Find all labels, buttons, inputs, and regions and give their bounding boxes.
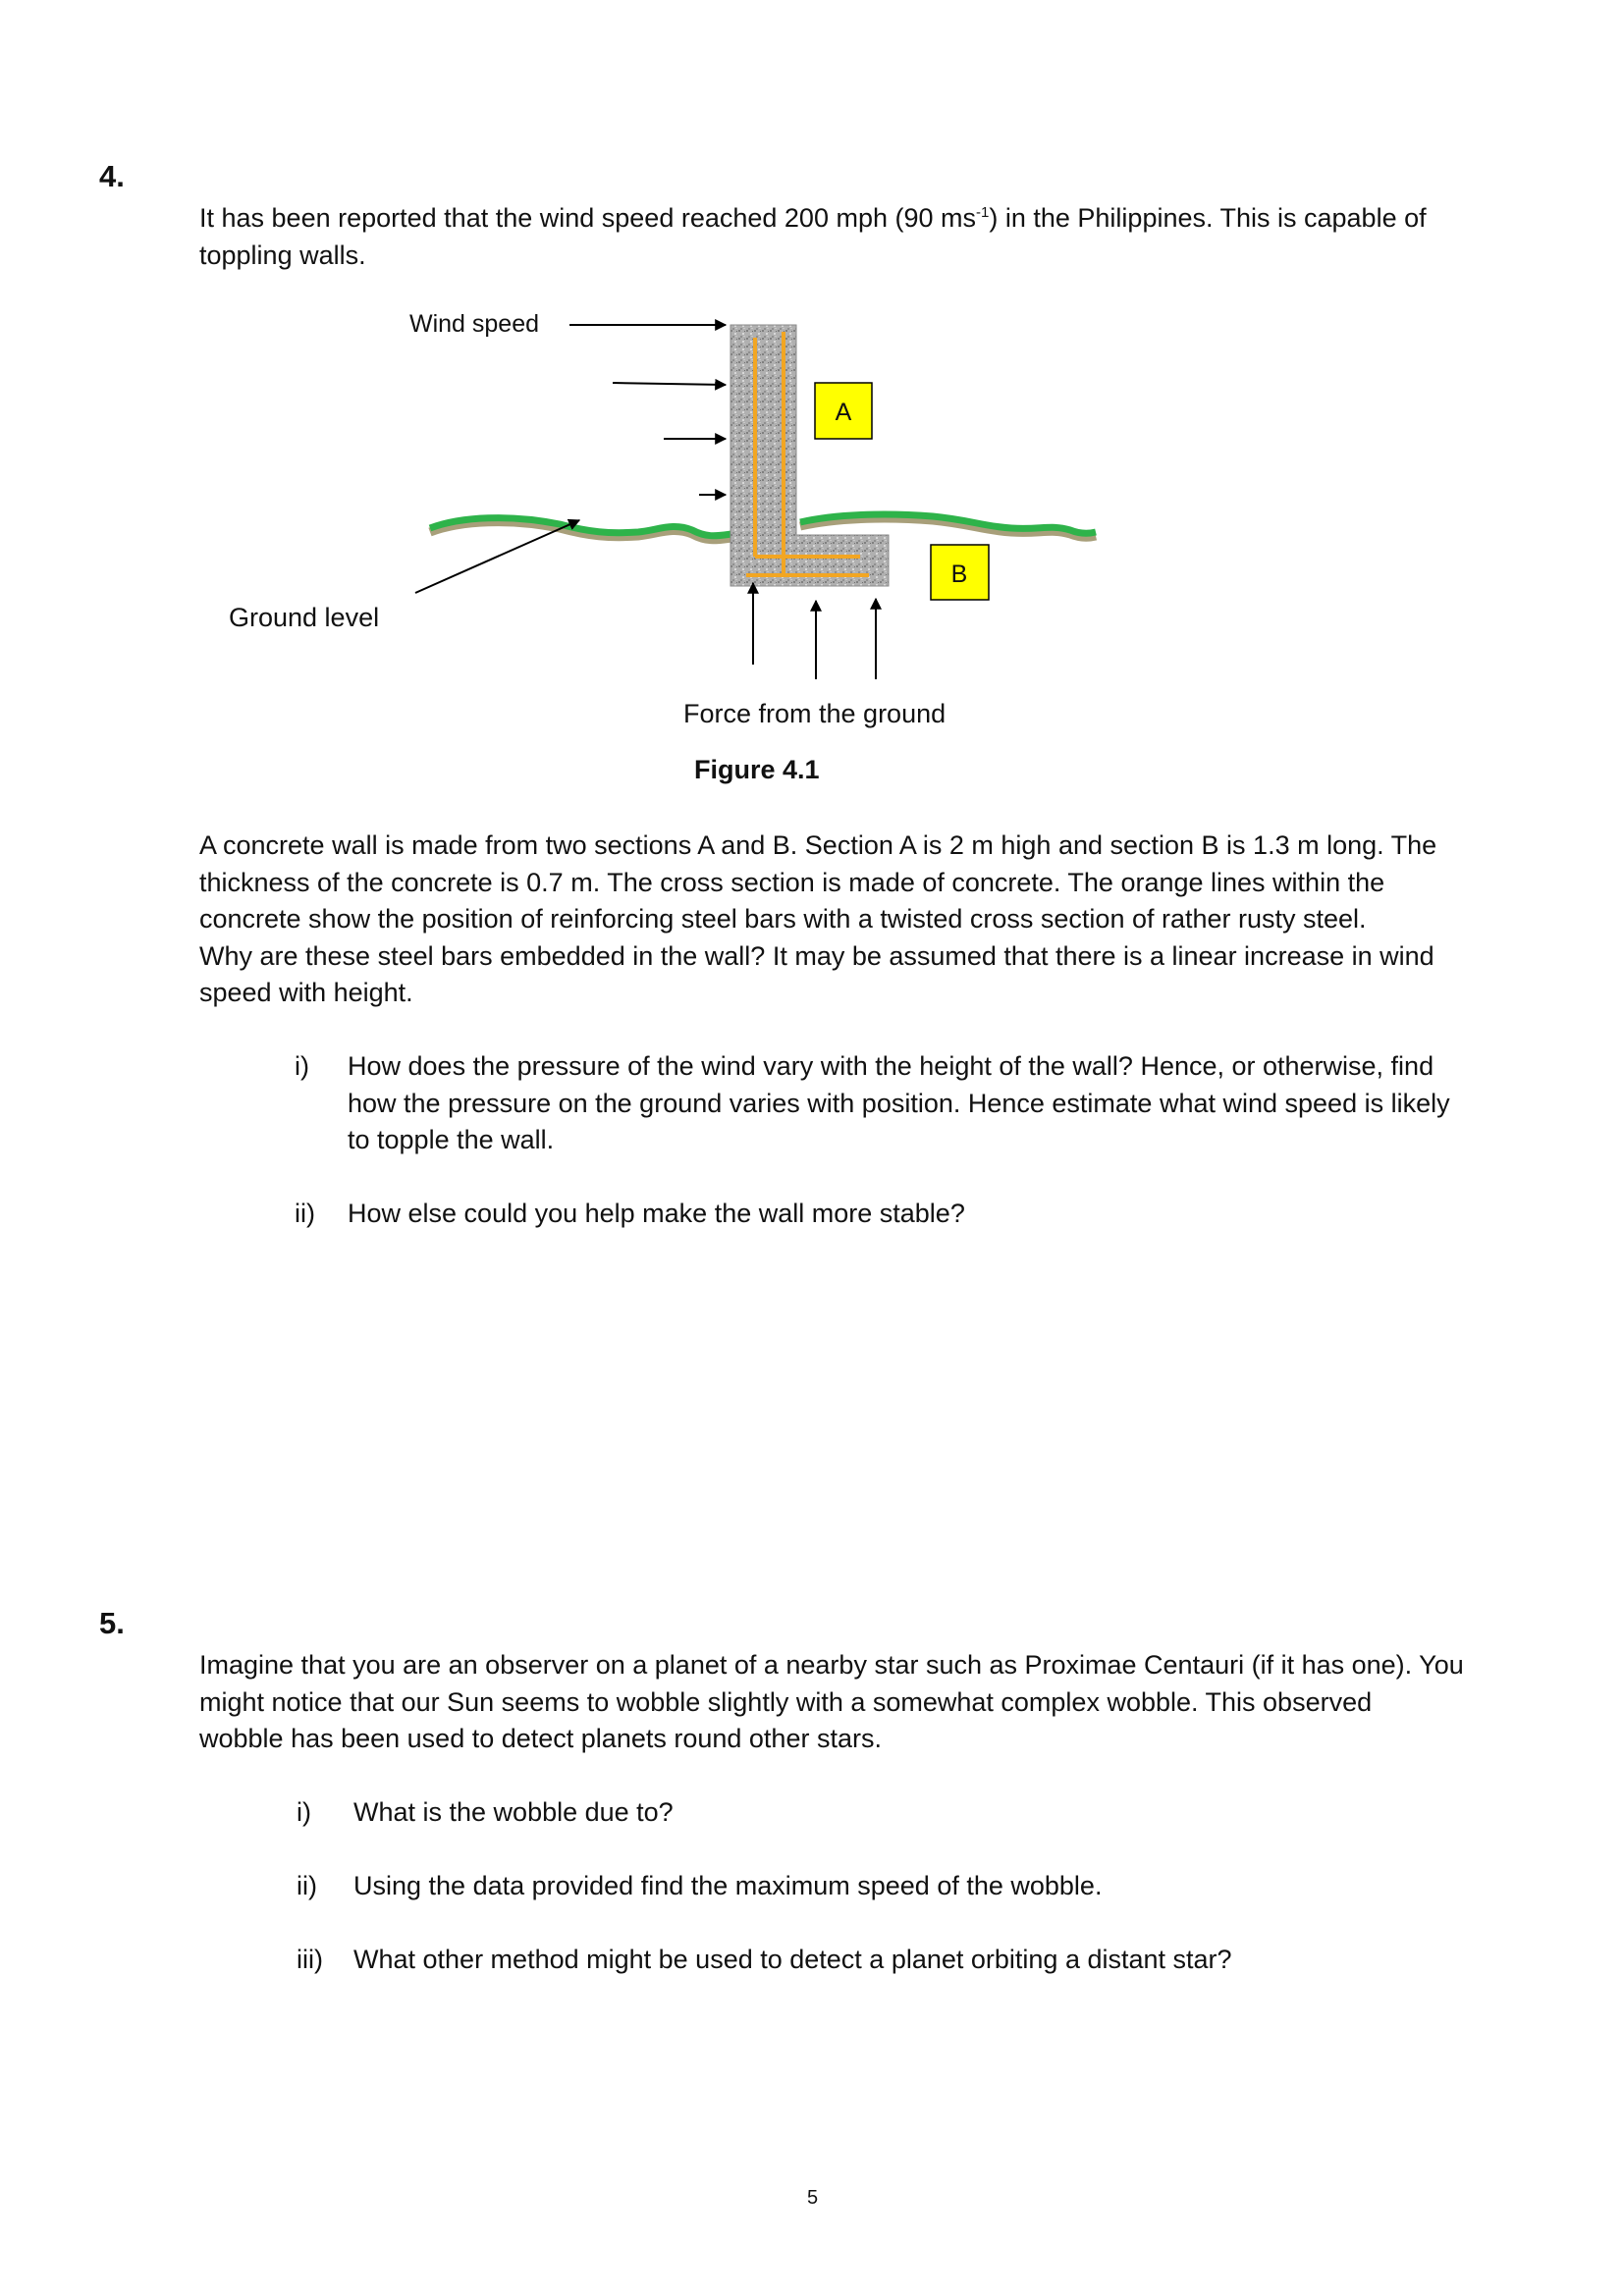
part-label: iii) [297, 1945, 323, 1974]
question-5-part-ii [297, 1868, 1573, 1907]
body-line: Imagine that you are an observer on a planet of a nearby star such as Proximae Centauri (if it has one). You [199, 1650, 1464, 1680]
question-4-number: 4. [99, 159, 125, 193]
body-line: wobble has been used to detect planets round other stars. [199, 1724, 882, 1753]
part-label: i) [297, 1797, 311, 1827]
part-label: ii) [295, 1199, 315, 1228]
part-label: ii) [297, 1871, 317, 1900]
ground-force-arrows [753, 583, 876, 679]
part-text: How else could you help make the wall more stable? [348, 1199, 965, 1228]
question-5-body [199, 1647, 1464, 1758]
question-5-part-i [297, 1794, 1573, 1834]
page-number: 5 [807, 2187, 819, 2209]
question-5-part-iii [297, 1942, 1573, 1981]
question-4-part-ii [295, 1196, 1571, 1235]
body-line: speed with height. [199, 978, 413, 1007]
question-4-intro [199, 200, 1427, 274]
body-line: Why are these steel bars embedded in the wall? It may be assumed that there is a linear increase in wind [199, 940, 1434, 971]
body-line: A concrete wall is made from two sections A and B. Section A is 2 m high and section B is 1.3 m long. The [199, 830, 1437, 860]
ground-level-label: Ground level [229, 603, 380, 632]
question-4-intro-line-1: It has been reported that the wind speed reached 200 mph (90 $ms^{-1}$) in the Philippines. This is capable of [199, 203, 1427, 233]
question-4-body [199, 828, 1436, 1012]
figure-caption: Figure 4.1 [694, 755, 820, 784]
body-line: thickness of the concrete is 0.7 m. The cross section is made of concrete. The orange lines within the [199, 867, 1385, 897]
section-a-label: A [835, 399, 852, 426]
question-4-part-i [295, 1048, 1571, 1166]
part-text: How does the pressure of the wind vary with the height of the wall? Hence, or otherwise, find how the pressure on the ground varies with position. Hence estimate what wind speed is likely to topple the wall. [348, 1051, 1450, 1154]
part-label: i) [295, 1051, 309, 1081]
part-text: What is the wobble due to? [353, 1797, 674, 1827]
wind-speed-label: Wind speed [409, 310, 540, 338]
section-b-label: B [950, 561, 968, 588]
question-4-intro-line-2: toppling walls. [199, 240, 366, 270]
body-line: might notice that our Sun seems to wobble slightly with a somewhat complex wobble. This observed [199, 1686, 1373, 1717]
unit-superscript: -1 [976, 204, 990, 221]
body-line: concrete show the position of reinforcing steel bars with a twisted cross section of rather rusty steel. [199, 904, 1367, 934]
part-text: What other method might be used to detect a planet orbiting a distant star? [353, 1945, 1232, 1974]
force-from-ground-label: Force from the ground [683, 699, 947, 728]
wind-arrows [569, 325, 726, 495]
question-5-number: 5. [99, 1606, 125, 1640]
part-text: Using the data provided find the maximum speed of the wobble. [353, 1871, 1103, 1900]
